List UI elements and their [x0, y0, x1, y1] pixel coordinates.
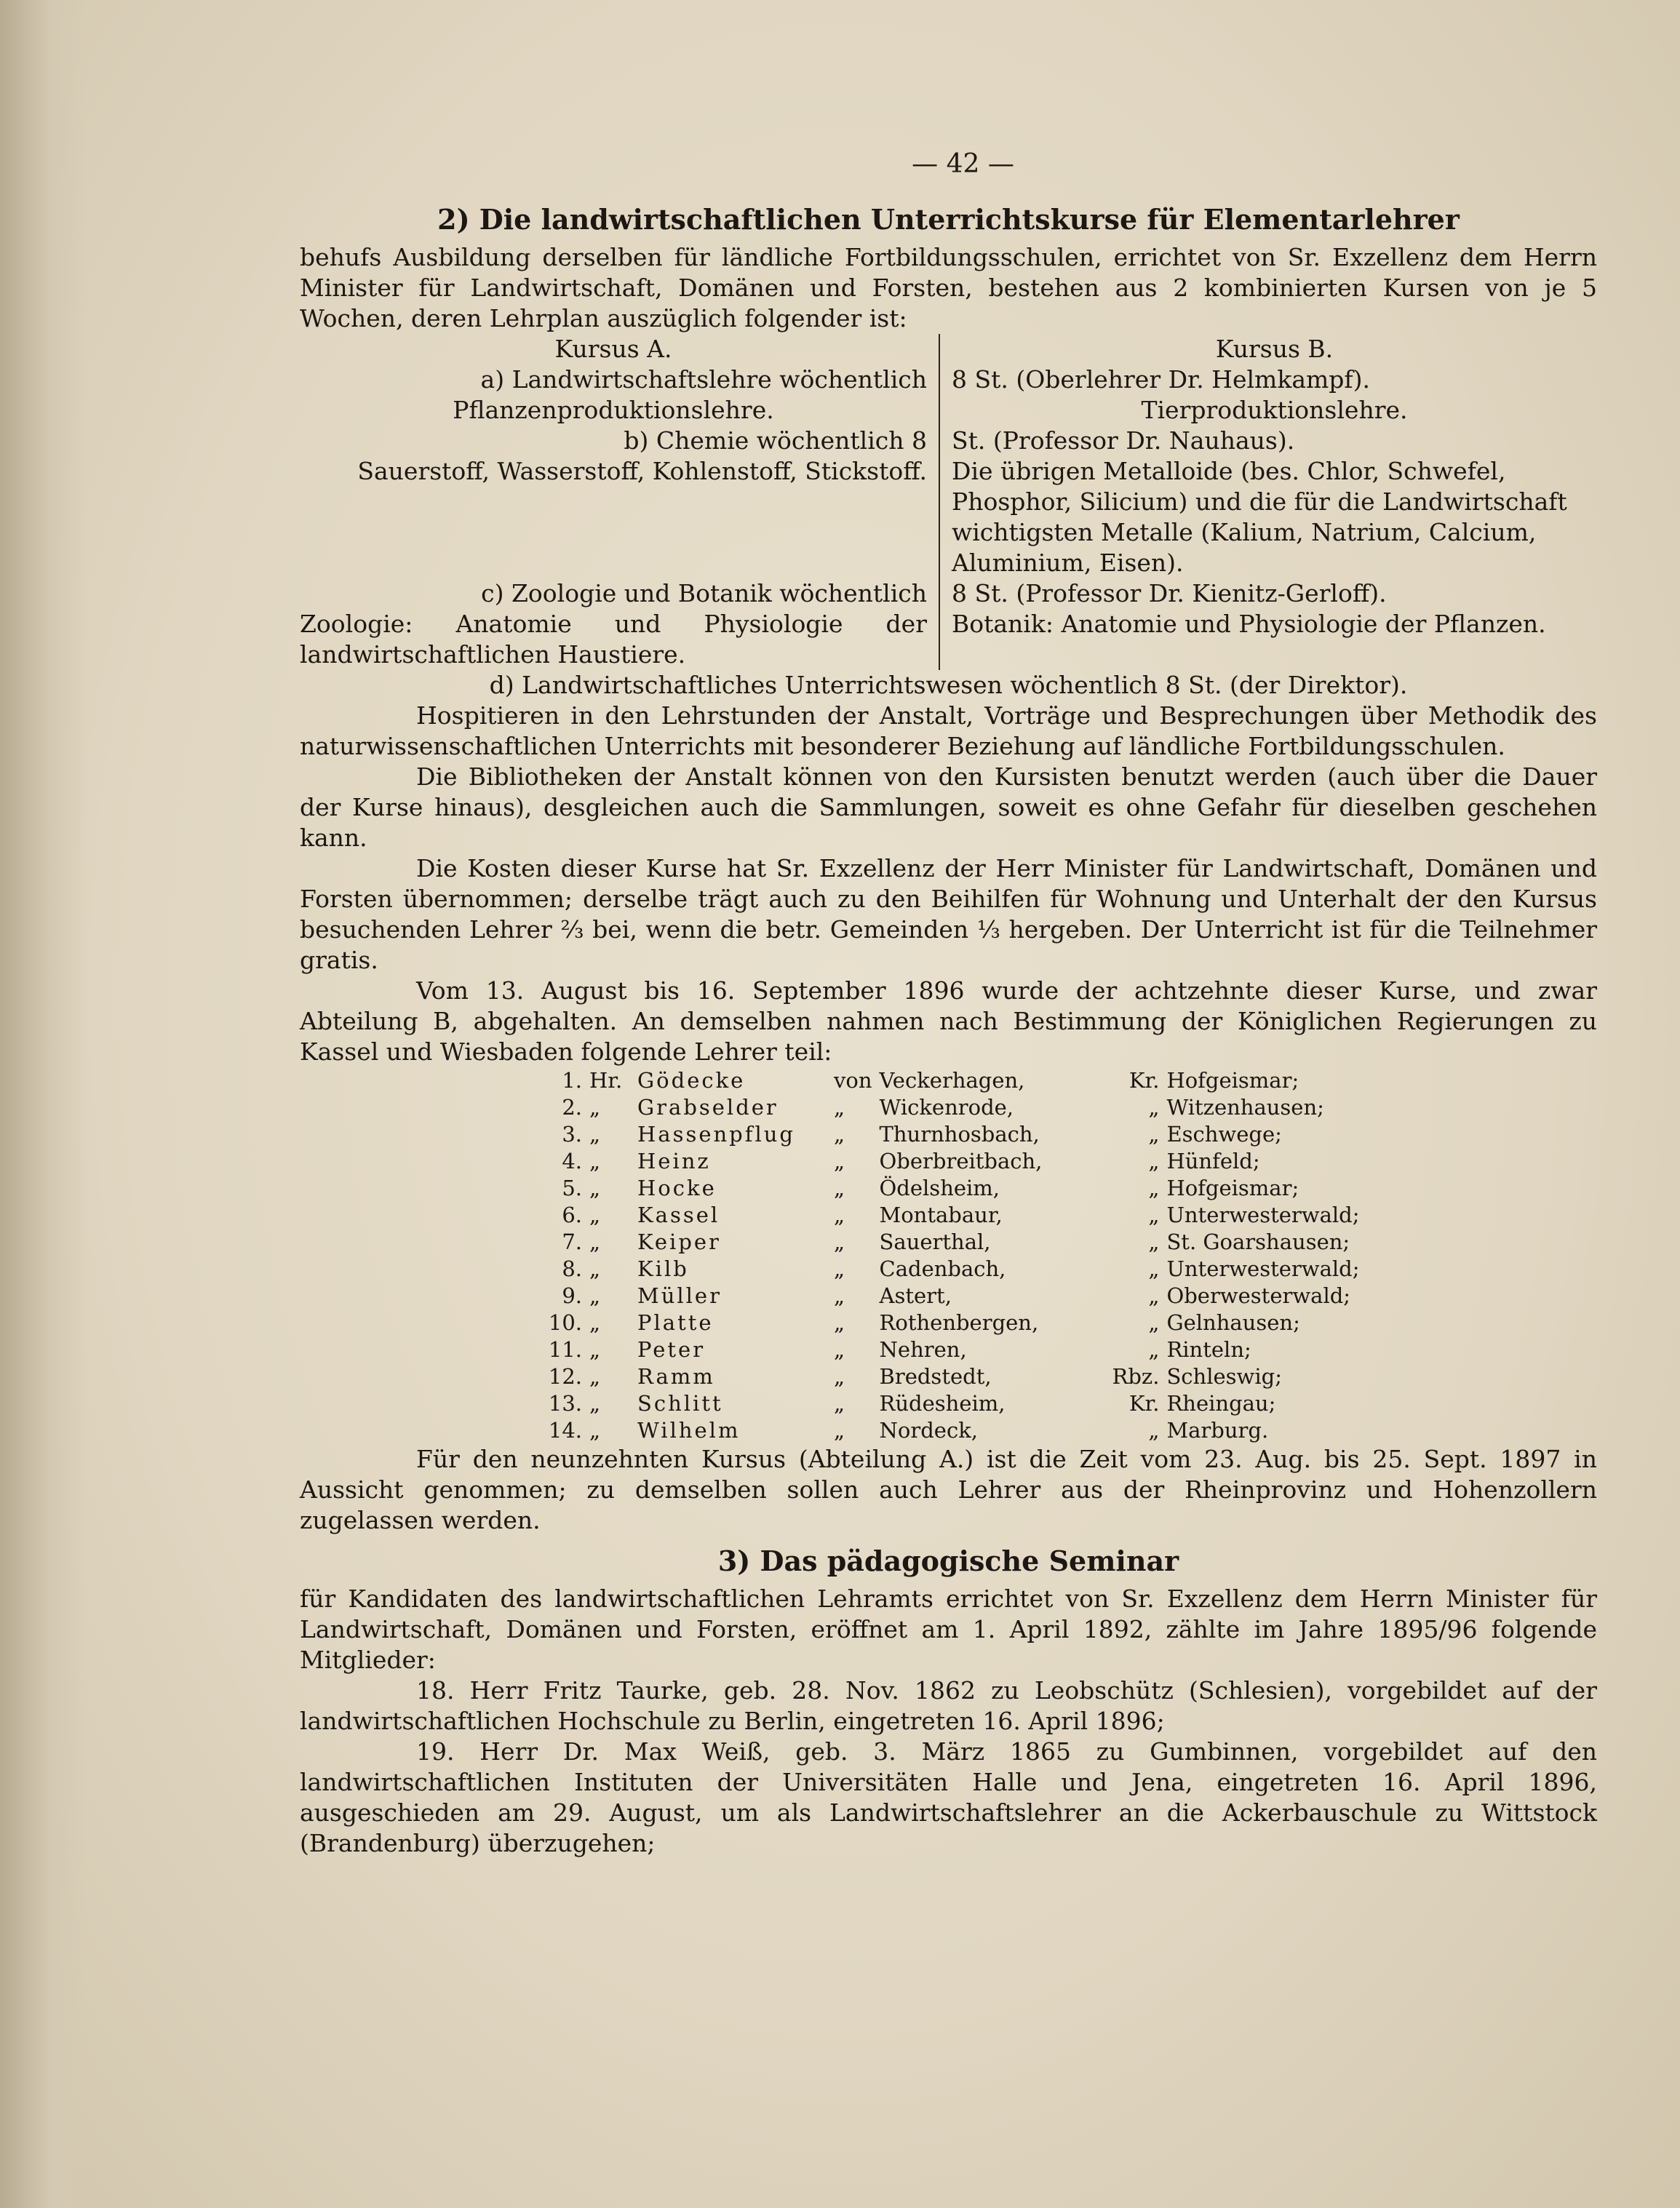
teacher-district: Witzenhausen; [1166, 1095, 1324, 1120]
kursus-b-label: Kursus B. [1215, 335, 1334, 363]
subject-c-detail-right: Botanik: Anatomie und Physiologie der Pflanzen. [952, 610, 1546, 638]
teacher-kr: „ [1148, 1176, 1160, 1200]
section-2-intro: behufs Ausbildung derselben für ländliche Fortbildungsschulen, errichtet von Sr. Exzellenz dem Herrn Minister für Landwirtschaft, Domänen und Forsten, bestehen aus 2 kombinierten Kursen von je 5 Wochen, deren Lehrplan auszüglich folgender ist: [300, 243, 1597, 332]
section-3-intro: für Kandidaten des landwirtschaftlichen Lehramts errichtet von Sr. Exzellenz dem Herrn Minister für Landwirtschaft, Domänen und Forsten, eröffnet am 1. April 1892, zählte im Jahre 1895/96 folgende Mitglieder: [300, 1585, 1597, 1674]
section-3-heading: 3) Das pädagogische Seminar [717, 1545, 1179, 1577]
teacher-row [540, 1363, 1367, 1390]
teacher-kr: „ [1148, 1122, 1160, 1147]
teacher-place: Bredstedt, [879, 1364, 992, 1389]
teacher-n: 5. [562, 1176, 582, 1200]
teacher-kr: „ [1148, 1095, 1160, 1120]
teacher-von: „ [834, 1310, 845, 1335]
teacher-place: Ödelsheim, [879, 1176, 1000, 1200]
teacher-kr: Kr. [1128, 1068, 1160, 1093]
teacher-t: Hr. [589, 1068, 623, 1093]
teacher-place: Astert, [879, 1283, 952, 1308]
subject-b-detail-right: Die übrigen Metalloide (bes. Chlor, Schwefel, Phosphor, Silicium) und die für die Landwirtschaft wichtigsten Metalle (Kalium, Natrium, Calcium, Aluminium, Eisen). [952, 457, 1567, 577]
teacher-district: St. Goarshausen; [1166, 1229, 1350, 1254]
teacher-t: „ [589, 1364, 601, 1389]
teacher-n: 11. [548, 1337, 582, 1362]
teacher-t: „ [589, 1310, 601, 1335]
teacher-von: „ [834, 1391, 845, 1416]
teacher-row [540, 1283, 1367, 1310]
teacher-place: Sauerthal, [879, 1229, 991, 1254]
subject-c-detail-left: Zoologie: Anatomie und Physiologie der landwirtschaftlichen Haustiere. [300, 609, 940, 670]
teacher-t: „ [589, 1391, 601, 1416]
teacher-district: Eschwege; [1166, 1122, 1282, 1147]
teacher-kr: „ [1148, 1229, 1160, 1254]
teacher-row [540, 1310, 1367, 1336]
member-18: 18. Herr Fritz Taurke, geb. 28. Nov. 1862 zu Leobschütz (Schlesien), vorgebildet auf der landwirtschaftlichen Hochschule zu Berlin, eingetreten 16. April 1896; [300, 1676, 1597, 1735]
teacher-n: 7. [562, 1229, 582, 1254]
teacher-kr: Rbz. [1112, 1364, 1160, 1389]
teacher-n: 14. [548, 1418, 582, 1443]
teacher-kr: „ [1148, 1256, 1160, 1281]
teacher-t: „ [589, 1418, 601, 1443]
teacher-district: Oberwesterwald; [1166, 1283, 1351, 1308]
teacher-place: Rüdesheim, [879, 1391, 1006, 1416]
teacher-t: „ [589, 1095, 601, 1120]
teacher-row [540, 1390, 1367, 1417]
teacher-district: Hünfeld; [1166, 1149, 1260, 1173]
teacher-von: „ [834, 1176, 845, 1200]
subject-c-detail-row [300, 609, 1597, 670]
teacher-district: Gelnhausen; [1166, 1310, 1300, 1335]
teacher-place: Cadenbach, [879, 1256, 1006, 1281]
teacher-place: Wickenrode, [879, 1095, 1014, 1120]
teacher-kr: „ [1148, 1203, 1160, 1227]
teacher-place: Montabaur, [879, 1203, 1003, 1227]
teacher-name: Kilb [637, 1256, 689, 1281]
teacher-n: 8. [562, 1256, 582, 1281]
teacher-place: Rothenbergen, [879, 1310, 1039, 1335]
teacher-row [540, 1202, 1367, 1229]
teacher-von: „ [834, 1364, 845, 1389]
teacher-district: Hofgeismar; [1166, 1068, 1299, 1093]
teacher-n: 4. [562, 1149, 582, 1173]
teacher-district: Unterwesterwald; [1166, 1203, 1360, 1227]
subject-b-right: St. (Professor Dr. Nauhaus). [952, 426, 1295, 455]
teacher-von: „ [834, 1337, 845, 1362]
teacher-von: „ [834, 1203, 845, 1227]
teacher-n: 10. [548, 1310, 582, 1335]
teacher-von: von [834, 1068, 872, 1093]
teacher-t: „ [589, 1176, 601, 1200]
teacher-t: „ [589, 1283, 601, 1308]
teacher-n: 12. [548, 1364, 582, 1389]
teacher-name: Wilhelm [637, 1418, 741, 1443]
teacher-row [540, 1417, 1367, 1444]
subject-b-left: b) Chemie wöchentlich 8 [300, 426, 940, 456]
subject-a-left: a) Landwirtschaftslehre wöchentlich [300, 364, 940, 395]
subject-a-detail-left: Pflanzenproduktionslehre. [300, 395, 940, 426]
teacher-district: Rinteln; [1166, 1337, 1251, 1362]
page-content [300, 149, 1597, 1859]
paragraph-hospitieren: Hospitieren in den Lehrstunden der Anstalt, Vorträge und Besprechungen über Methodik des naturwissenschaftlichen Unterrichts mit besonderer Beziehung auf ländliche Fortbildungsschulen. [300, 701, 1597, 760]
teacher-von: „ [834, 1256, 845, 1281]
teacher-row [540, 1229, 1367, 1256]
teacher-kr: „ [1148, 1337, 1160, 1362]
teacher-row [540, 1067, 1367, 1094]
teacher-district: Hofgeismar; [1166, 1176, 1299, 1200]
teacher-name: Kassel [637, 1203, 720, 1227]
teacher-n: 13. [548, 1391, 582, 1416]
teacher-von: „ [834, 1229, 845, 1254]
teacher-t: „ [589, 1229, 601, 1254]
teacher-place: Veckerhagen, [879, 1068, 1025, 1093]
teacher-place: Thurnhosbach, [879, 1122, 1040, 1147]
kursus-a-label: Kursus A. [300, 334, 940, 364]
teacher-n: 9. [562, 1283, 582, 1308]
teacher-t: „ [589, 1122, 601, 1147]
subject-a-detail-row [300, 395, 1597, 426]
teacher-name: Hassenpflug [637, 1122, 795, 1147]
teacher-kr: „ [1148, 1418, 1160, 1443]
page-number: — 42 — [912, 149, 1014, 179]
teacher-kr: Kr. [1128, 1391, 1160, 1416]
teacher-t: „ [589, 1203, 601, 1227]
teacher-kr: „ [1148, 1310, 1160, 1335]
subject-a-detail-right: Tierproduktionslehre. [1141, 396, 1408, 424]
teacher-t: „ [589, 1337, 601, 1362]
teacher-district: Schleswig; [1166, 1364, 1282, 1389]
teacher-von: „ [834, 1149, 845, 1173]
paragraph-bibliotheken: Die Bibliotheken der Anstalt können von den Kursisten benutzt werden (auch über die Dauer der Kurse hinaus), desgleichen auch die Sammlungen, soweit es ohne Gefahr für dieselben geschehen kann. [300, 762, 1597, 852]
teacher-row [540, 1175, 1367, 1202]
subject-b-row [300, 426, 1597, 456]
teacher-row [540, 1148, 1367, 1175]
paragraph-neunzehnten: Für den neunzehnten Kursus (Abteilung A.) ist die Zeit vom 23. Aug. bis 25. Sept. 1897 in Aussicht genommen; zu demselben sollen auch Lehrer aus der Rheinprovinz und Hohenzollern zugelassen werden. [300, 1445, 1597, 1534]
teacher-von: „ [834, 1122, 845, 1147]
subject-b-detail-left: Sauerstoff, Wasserstoff, Kohlenstoff, Stickstoff. [300, 456, 940, 578]
teacher-von: „ [834, 1283, 845, 1308]
teacher-name: Keiper [637, 1229, 721, 1254]
teacher-district: Rheingau; [1166, 1391, 1276, 1416]
teacher-name: Grabselder [637, 1095, 779, 1120]
teacher-kr: „ [1148, 1149, 1160, 1173]
section-2-heading: 2) Die landwirtschaftlichen Unterrichtskurse für Elementarlehrer [437, 203, 1460, 236]
subject-c-right: 8 St. (Professor Dr. Kienitz-Gerloff). [952, 579, 1387, 607]
page-gutter-shadow [0, 0, 87, 2208]
teacher-name: Platte [637, 1310, 714, 1335]
teacher-row [540, 1094, 1367, 1121]
subject-c-row [300, 578, 1597, 609]
teacher-t: „ [589, 1256, 601, 1281]
teacher-von: „ [834, 1418, 845, 1443]
member-19: 19. Herr Dr. Max Weiß, geb. 3. März 1865 zu Gumbinnen, vorgebildet auf den landwirtschaftlichen Instituten der Universitäten Halle und Jena, eingetreten 16. April 1896, ausgeschieden am 29. August, um als Landwirtschaftslehrer an die Ackerbauschule zu Wittstock (Brandenburg) überzugehen; [300, 1737, 1597, 1857]
paragraph-vom: Vom 13. August bis 16. September 1896 wurde der achtzehnte dieser Kurse, und zwar Abteilung B, abgehalten. An demselben nahmen nach Bestimmung der Königlichen Regierungen zu Kassel und Wiesbaden folgende Lehrer teil: [300, 976, 1597, 1066]
teacher-name: Ramm [637, 1364, 715, 1389]
teacher-row [540, 1121, 1367, 1148]
teacher-kr: „ [1148, 1283, 1160, 1308]
teacher-place: Nordeck, [879, 1418, 978, 1443]
teacher-place: Nehren, [879, 1337, 967, 1362]
paragraph-kosten: Die Kosten dieser Kurse hat Sr. Exzellenz der Herr Minister für Landwirtschaft, Domänen und Forsten übernommen; derselbe trägt auch zu den Beihilfen für Wohnung und Unterhalt der den Kursus besuchenden Lehrer ⅔ bei, wenn die betr. Gemeinden ⅓ hergeben. Der Unterricht ist für die Teilnehmer gratis. [300, 854, 1597, 974]
teacher-name: Gödecke [637, 1068, 746, 1093]
teacher-name: Hocke [637, 1176, 717, 1200]
teacher-row [540, 1256, 1367, 1283]
teacher-name: Schlitt [637, 1391, 723, 1416]
teacher-district: Marburg. [1166, 1418, 1269, 1443]
teacher-list [540, 1067, 1367, 1444]
teacher-t: „ [589, 1149, 601, 1173]
teacher-name: Müller [637, 1283, 722, 1308]
teacher-name: Heinz [637, 1149, 711, 1173]
teacher-n: 2. [562, 1095, 582, 1120]
subject-c-left: c) Zoologie und Botanik wöchentlich [300, 578, 940, 609]
teacher-row [540, 1336, 1367, 1363]
teacher-n: 6. [562, 1203, 582, 1227]
subject-a-row [300, 364, 1597, 395]
teacher-n: 1. [562, 1068, 582, 1093]
kursus-header-row [300, 334, 1597, 364]
teacher-name: Peter [637, 1337, 706, 1362]
subject-a-right: 8 St. (Oberlehrer Dr. Helmkampf). [952, 365, 1371, 394]
teacher-von: „ [834, 1095, 845, 1120]
teacher-district: Unterwesterwald; [1166, 1256, 1360, 1281]
subject-b-detail-row [300, 456, 1597, 578]
teacher-n: 3. [562, 1122, 582, 1147]
teacher-place: Oberbreitbach, [879, 1149, 1043, 1173]
subject-d: d) Landwirtschaftliches Unterrichtswesen wöchentlich 8 St. (der Direktor). [489, 671, 1408, 699]
